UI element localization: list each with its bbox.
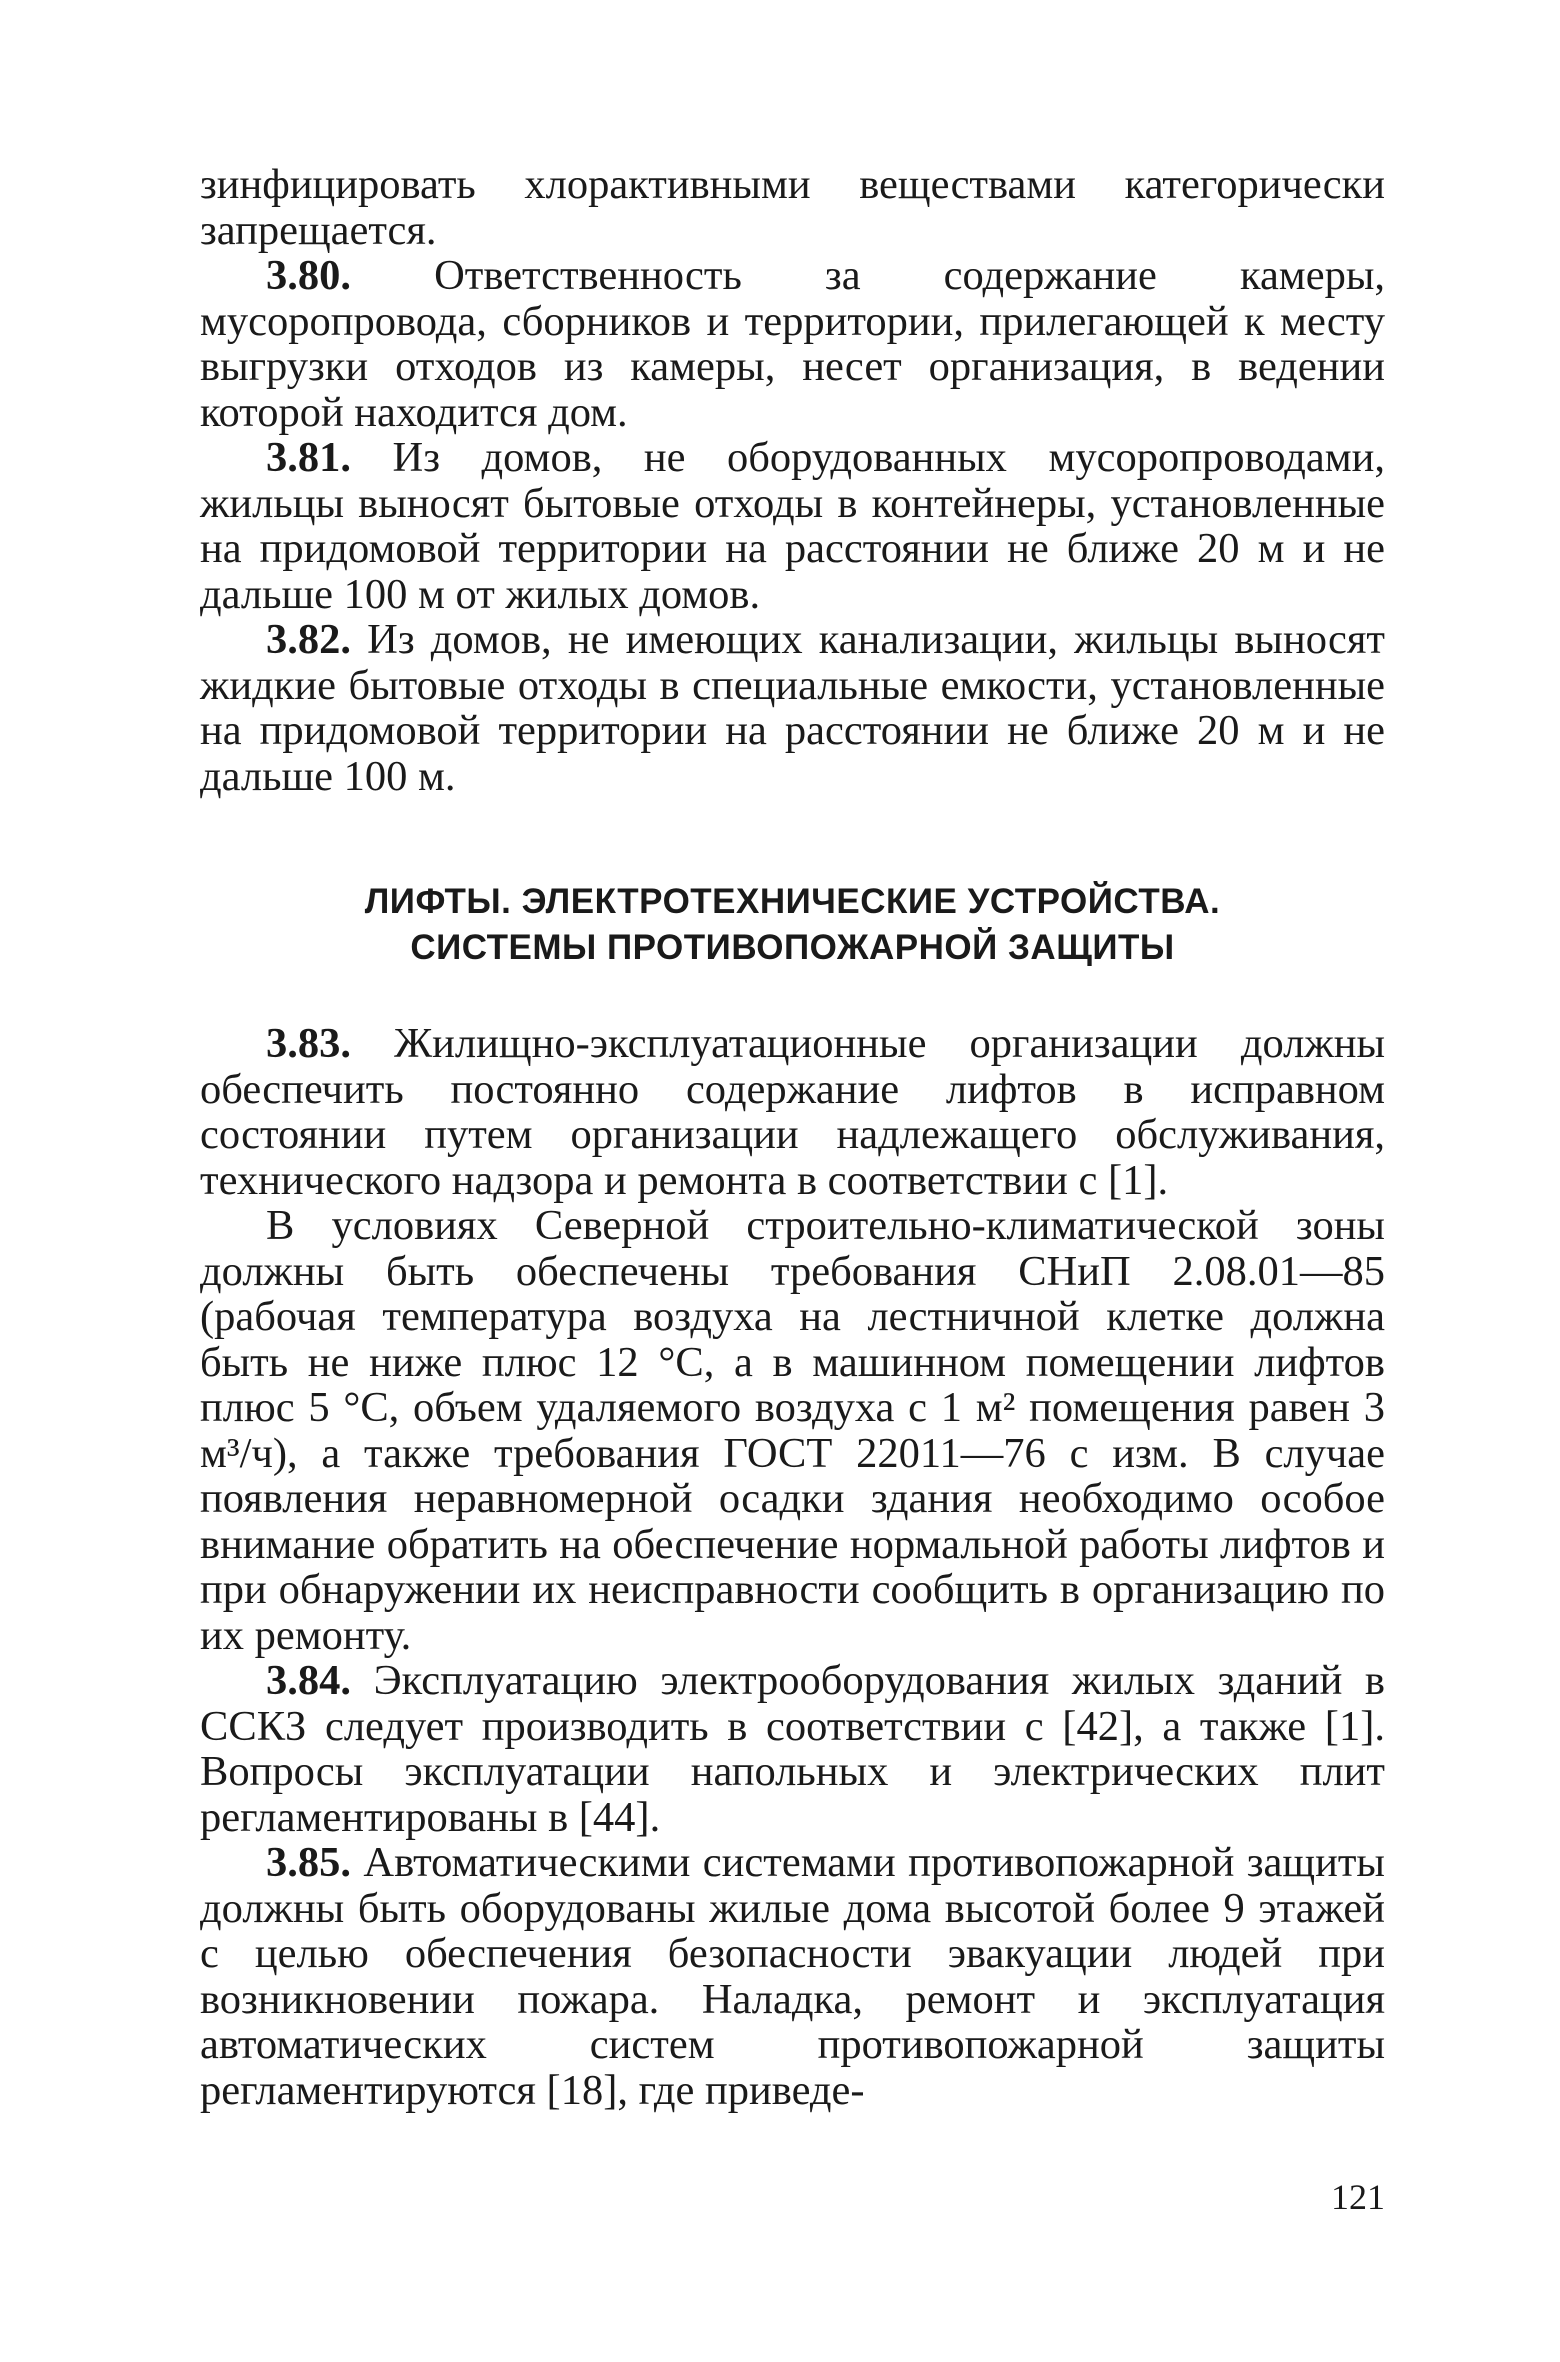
paragraph-text: Из домов, не имеющих канализации, жильцы выносят жидкие бытовые отходы в специальные емкости, установленные на придомовой территории на расстоянии не ближе 20 м и не дальше 100 м. — [200, 616, 1385, 800]
paragraph-3-84 — [200, 1658, 1385, 1840]
paragraph-3-80 — [200, 253, 1385, 435]
paragraphs-bottom — [200, 1021, 1385, 2113]
paragraph-text: В условиях Северной строительно-климатической зоны должны быть обеспечены требования СНиП 2.08.01—85 (рабочая температура воздуха на лестничной клетке должна быть не ниже плюс 12 °С, а в машинном помещении лифтов плюс 5 °С, объем удаляемого воздуха с 1 м² помещения равен 3 м³/ч), а также требования ГОСТ 22011—76 с изм. В случае появления неравномерной осадки здания необходимо особое внимание обратить на обеспечение нормальной работы лифтов и при обнаружении их неисправности сообщить в организацию по их ремонту. — [200, 1202, 1385, 1659]
clause-number: 3.80. — [266, 252, 351, 299]
clause-number: 3.85. — [266, 1839, 351, 1886]
paragraph-3-85 — [200, 1840, 1385, 2113]
paragraph-text: Жилищно-эксплуатационные организации должны обеспечить постоянно содержание лифтов в исправном состоянии путем организации надлежащего обслуживания, технического надзора и ремонта в соответствии с [1]. — [200, 1020, 1385, 1204]
paragraph-north-zone — [200, 1203, 1385, 1658]
paragraphs-top — [200, 162, 1385, 799]
section-heading — [200, 879, 1385, 971]
paragraph-3-83 — [200, 1021, 1385, 1203]
heading-line-2: СИСТЕМЫ ПРОТИВОПОЖАРНОЙ ЗАЩИТЫ — [410, 928, 1175, 967]
page-number: 121 — [1331, 2177, 1385, 2217]
clause-number: 3.81. — [266, 434, 351, 481]
clause-number: 3.84. — [266, 1657, 351, 1704]
page-content — [200, 162, 1385, 2113]
paragraph-text: зинфицировать хлорактивными веществами категорически запрещается. — [200, 161, 1385, 254]
paragraph-3-81 — [200, 435, 1385, 617]
heading-line-1: ЛИФТЫ. ЭЛЕКТРОТЕХНИЧЕСКИЕ УСТРОЙСТВА. — [364, 882, 1221, 921]
paragraph-text: Ответственность за содержание камеры, мусоропровода, сборников и территории, прилегающей к месту выгрузки отходов из камеры, несет организация, в ведении которой находится дом. — [200, 252, 1385, 436]
clause-number: 3.82. — [266, 616, 351, 663]
paragraph-3-82 — [200, 617, 1385, 799]
paragraph-text: Из домов, не оборудованных мусоропроводами, жильцы выносят бытовые отходы в контейнеры, установленные на придомовой территории на расстоянии не ближе 20 м и не дальше 100 м от жилых домов. — [200, 434, 1385, 618]
paragraph-text: Автоматическими системами противопожарной защиты должны быть оборудованы жилые дома высотой более 9 этажей с целью обеспечения безопасности эвакуации людей при возникновении пожара. Наладка, ремонт и эксплуатация автоматических систем противопожарной защиты регламентируются [18], где приведе- — [200, 1839, 1385, 2114]
paragraph-continuation — [200, 162, 1385, 253]
clause-number: 3.83. — [266, 1020, 351, 1067]
paragraph-text: Эксплуатацию электрооборудования жилых зданий в ССКЗ следует производить в соответствии с [42], а также [1]. Вопросы эксплуатации напольных и электрических плит регламентированы в [44]. — [200, 1657, 1385, 1841]
